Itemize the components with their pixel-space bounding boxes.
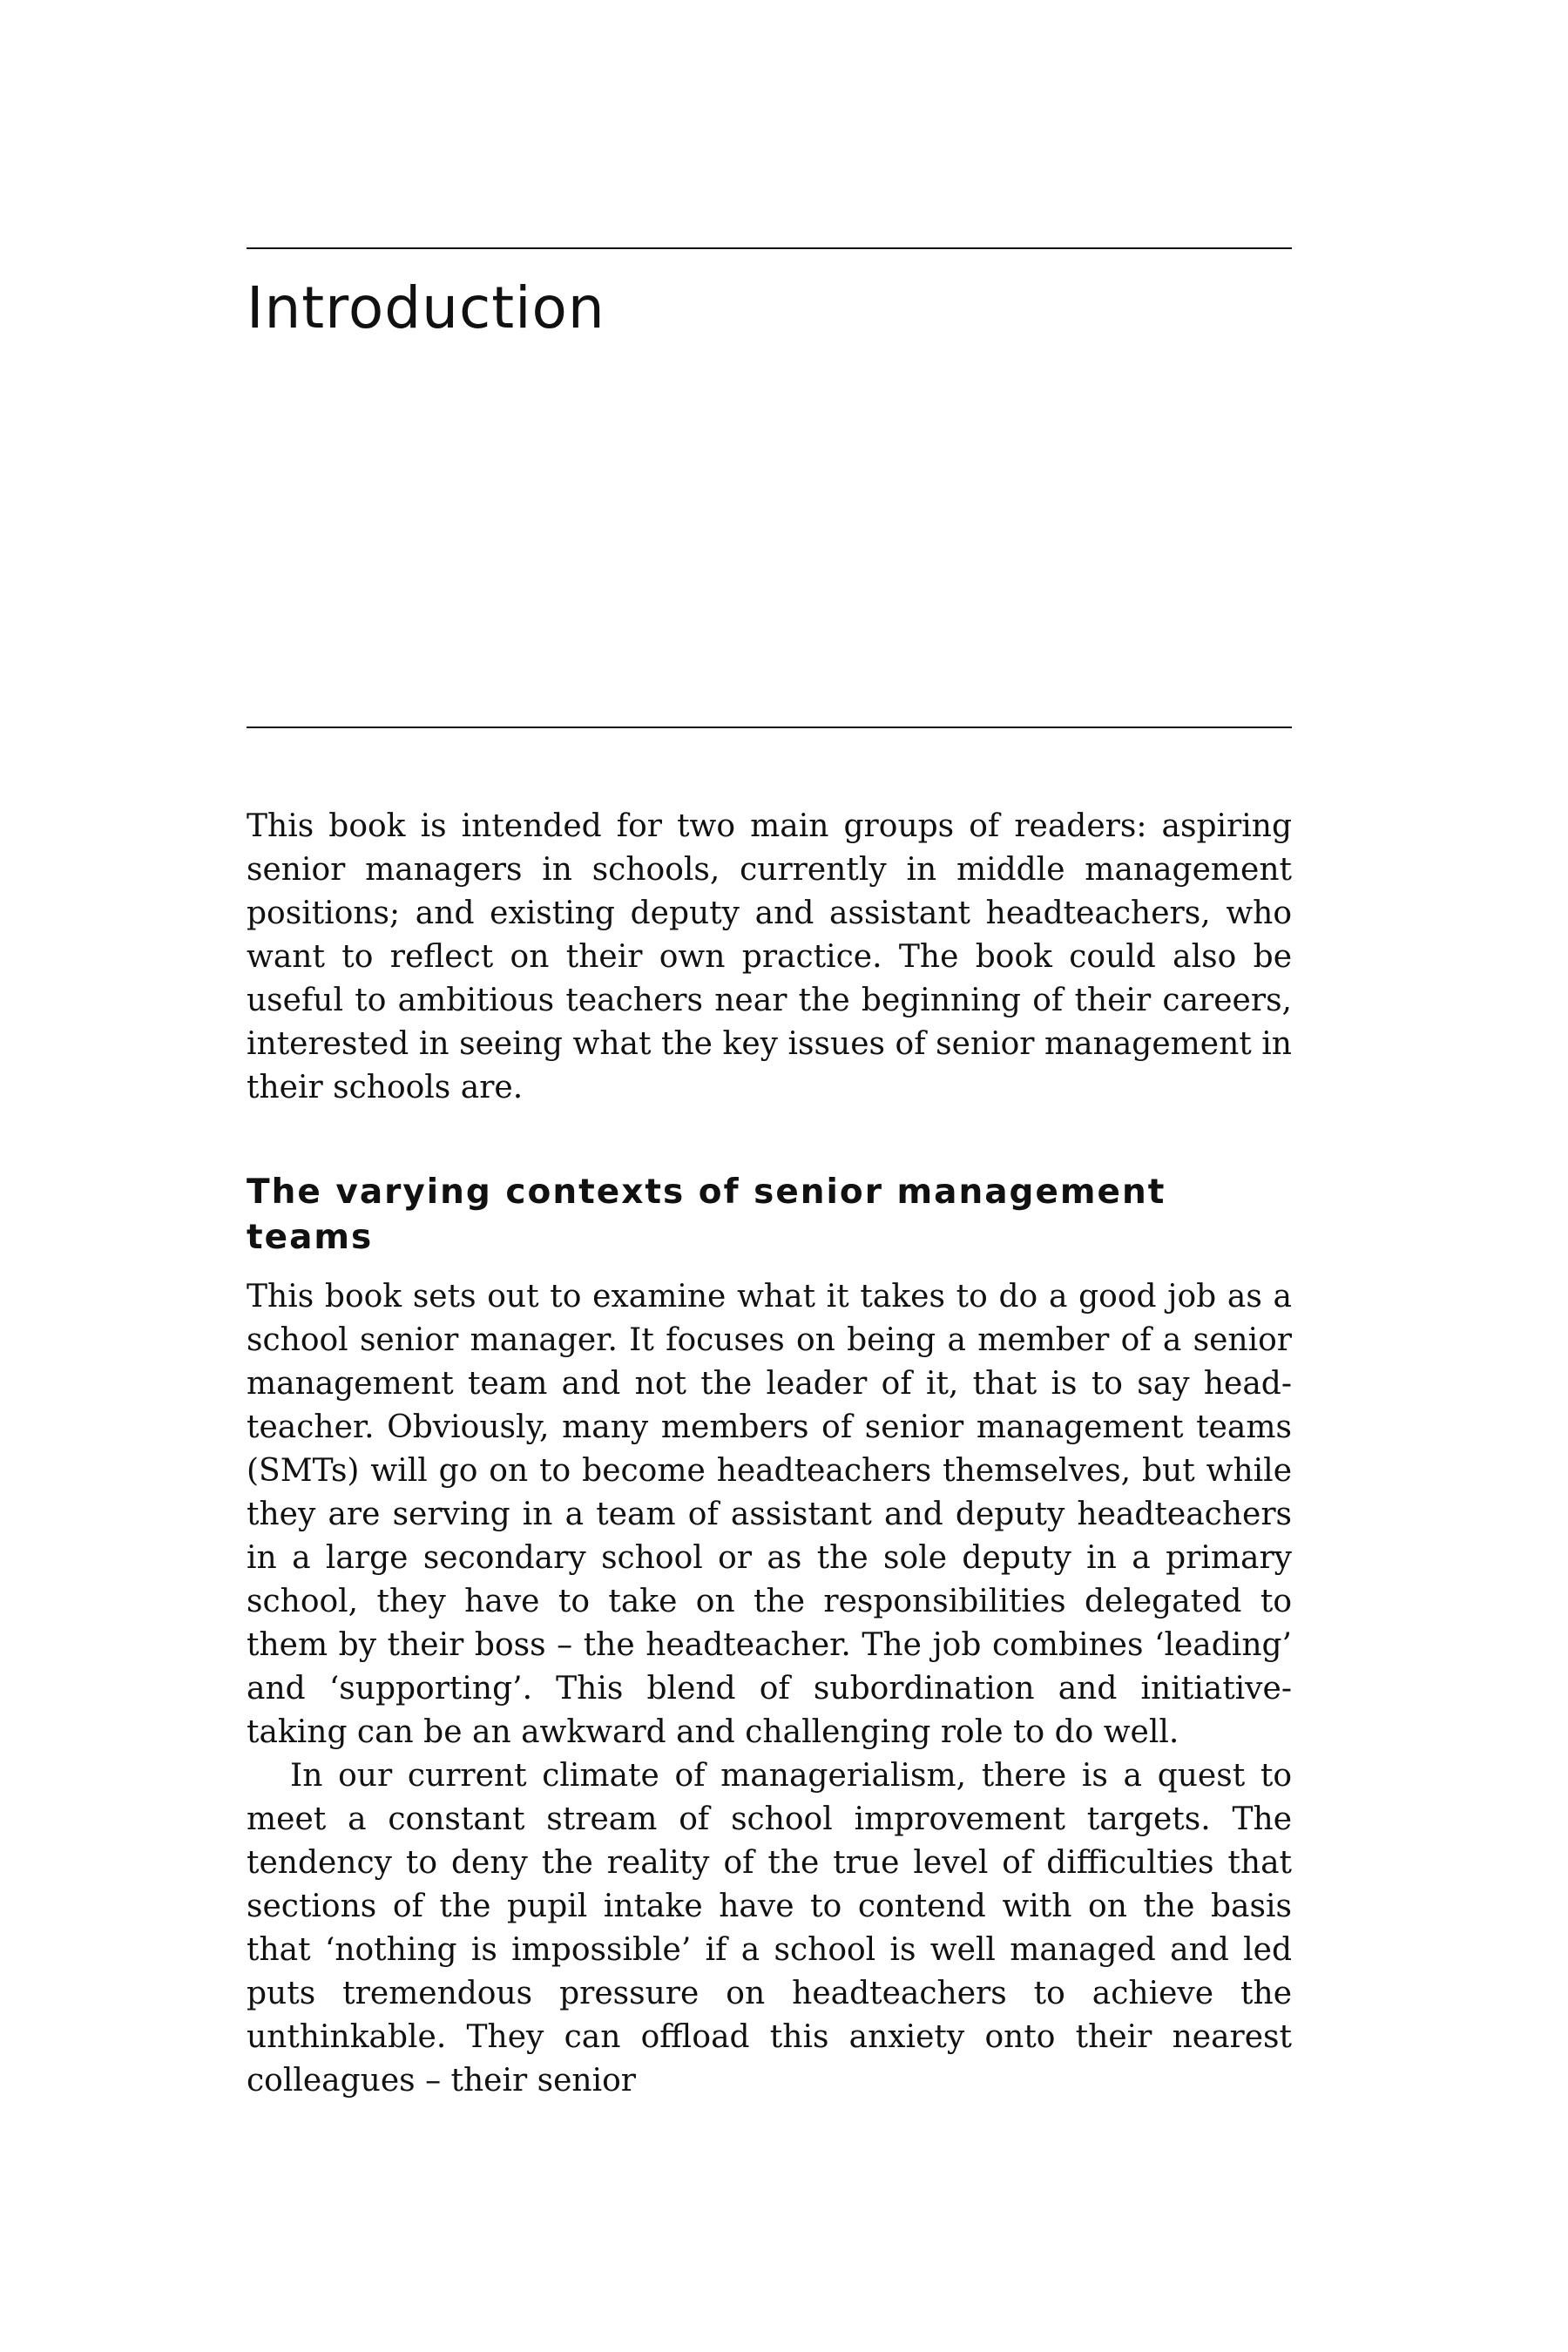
chapter-title: Introduction <box>247 274 605 341</box>
section-heading: The varying contexts of senior management teams <box>247 1173 1166 1257</box>
title-top-rule <box>247 247 1292 249</box>
intro-paragraph: This book is intended for two main groups of readers: aspiring senior managers in schools, currently in middle management positions; and existing deputy and assistant headteachers, who want to reflect on their own practice. The book could also be useful to ambitious teachers near the beginning of their careers, interested in seeing what the key issues of senior management in their schools are. <box>247 808 1292 1105</box>
title-bottom-rule <box>247 727 1292 728</box>
section-paragraph-2: In our current climate of managerialism, there is a quest to meet a constant stream of school improvement targets. The tendency to deny the reality of the true level of difficulties that sections of the pupil intake have to contend with on the basis that ‘nothing is impossible’ if a school is well managed and led puts tremendous pressure on headteachers to achieve the unthinkable. They can offload this anxiety onto their nearest colleagues – their senior <box>247 1758 1292 2099</box>
section-paragraph-1: This book sets out to examine what it takes to do a good job as a school senior manager. It focuses on being a member of a senior management team and not the leader of it, that is to say headteacher. Obviously, many members of senior management teams (SMTs) will go on to become headteachers themselves, but while they are serving in a team of assistant and deputy headteachers in a large secondary school or as the sole deputy in a primary school, they have to take on the responsibilities delegated to them by their boss – the headteacher. The job combines ‘leading’ and ‘supporting’. This blend of subordination and initiative-taking can be an awkward and challenging role to do well. <box>247 1279 1292 1750</box>
